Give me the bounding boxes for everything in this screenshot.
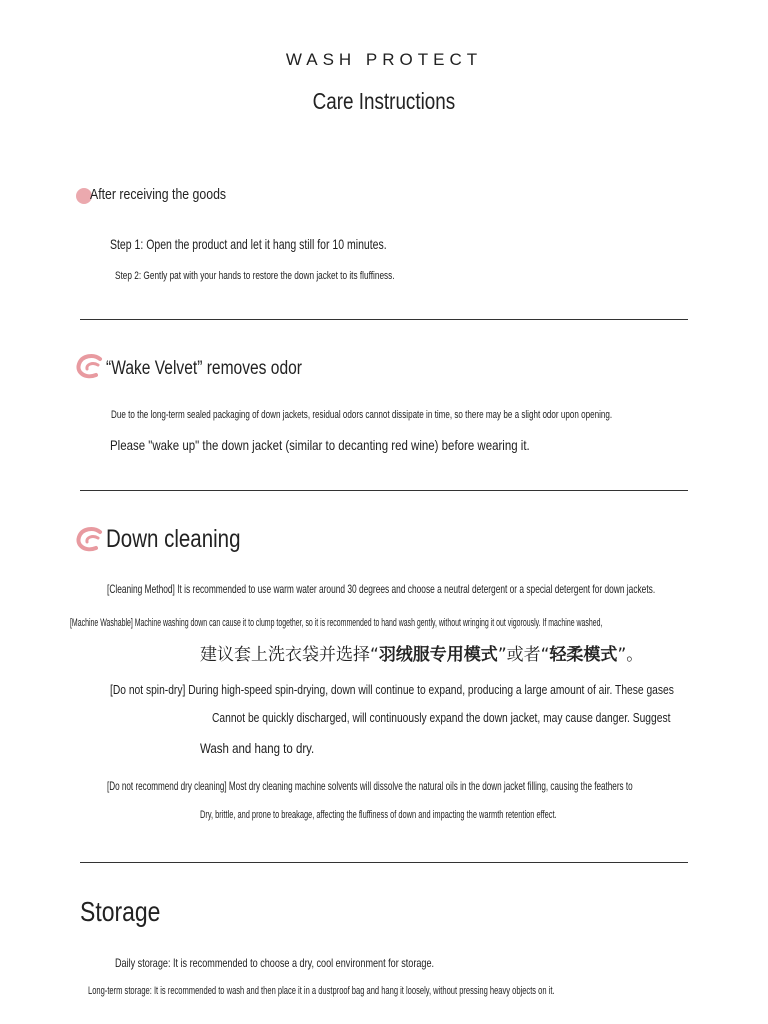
cleaning-dry-line-1: [Do not recommend dry cleaning] Most dry cleaning machine solvents will dissolve the natural oils in the down jacket filling, causing the feathers to xyxy=(107,779,633,793)
cleaning-machine-washable: [Machine Washable] Machine washing down can cause it to clump together, so it is recommended to hand wash gently, without wringing it out vigorously. If machine washed, xyxy=(70,617,603,629)
storage-daily: Daily storage: It is recommended to choose a dry, cool environment for storage. xyxy=(115,956,435,970)
page-title-text: Care Instructions xyxy=(312,88,456,114)
receiving-step-2: Step 2: Gently pat with your hands to restore the down jacket to its fluffiness. xyxy=(115,270,395,282)
storage-long-term: Long-term storage: It is recommended to wash and then place it in a dustproof bag and hang it loosely, without pressing heavy objects on it. xyxy=(88,985,555,997)
brand-swirl-icon xyxy=(74,523,106,555)
cleaning-method: [Cleaning Method] It is recommended to use warm water around 30 degrees and choose a neutral detergent or a special detergent for down jackets. xyxy=(107,582,656,596)
section-heading-wake-velvet: “Wake Velvet” removes odor xyxy=(106,358,302,379)
divider-2 xyxy=(80,490,688,491)
cleaning-spin-line-2: Cannot be quickly discharged, will continuously expand the down jacket, may cause danger. Suggest xyxy=(212,710,671,725)
brand-name: WASH PROTECT xyxy=(285,50,483,69)
brand-swirl-icon xyxy=(74,350,106,382)
wake-line-2: Please "wake up" the down jacket (similar to decanting red wine) before wearing it. xyxy=(110,437,530,453)
page-title xyxy=(0,88,768,115)
chinese-note-b: 羽绒服专用模式 xyxy=(378,645,498,665)
divider-1 xyxy=(80,319,688,320)
receiving-step-1: Step 1: Open the product and let it hang still for 10 minutes. xyxy=(110,236,387,252)
section-heading-storage: Storage xyxy=(80,896,161,927)
chinese-note-d: 轻柔模式 xyxy=(549,645,618,665)
cleaning-dry-line-2: Dry, brittle, and prone to breakage, affecting the fluffiness of down and impacting the warmth retention effect. xyxy=(200,809,557,821)
divider-3 xyxy=(80,862,688,863)
section-heading-receiving: After receiving the goods xyxy=(90,186,227,203)
chinese-note-a: 建议套上洗衣袋并选择“ xyxy=(200,645,379,665)
chinese-note-e: ”。 xyxy=(617,645,644,665)
cleaning-spin-line-1: [Do not spin-dry] During high-speed spin-drying, down will continue to expand, producing a large amount of air. These gases xyxy=(110,682,674,697)
cleaning-spin-line-3: Wash and hang to dry. xyxy=(200,740,315,756)
wake-line-1: Due to the long-term sealed packaging of down jackets, residual odors cannot dissipate in time, so there may be a slight odor upon opening. xyxy=(111,409,613,421)
cleaning-chinese-note xyxy=(200,640,643,665)
section-heading-down-cleaning: Down cleaning xyxy=(106,525,241,553)
chinese-note-c: ”或者“ xyxy=(497,645,550,665)
